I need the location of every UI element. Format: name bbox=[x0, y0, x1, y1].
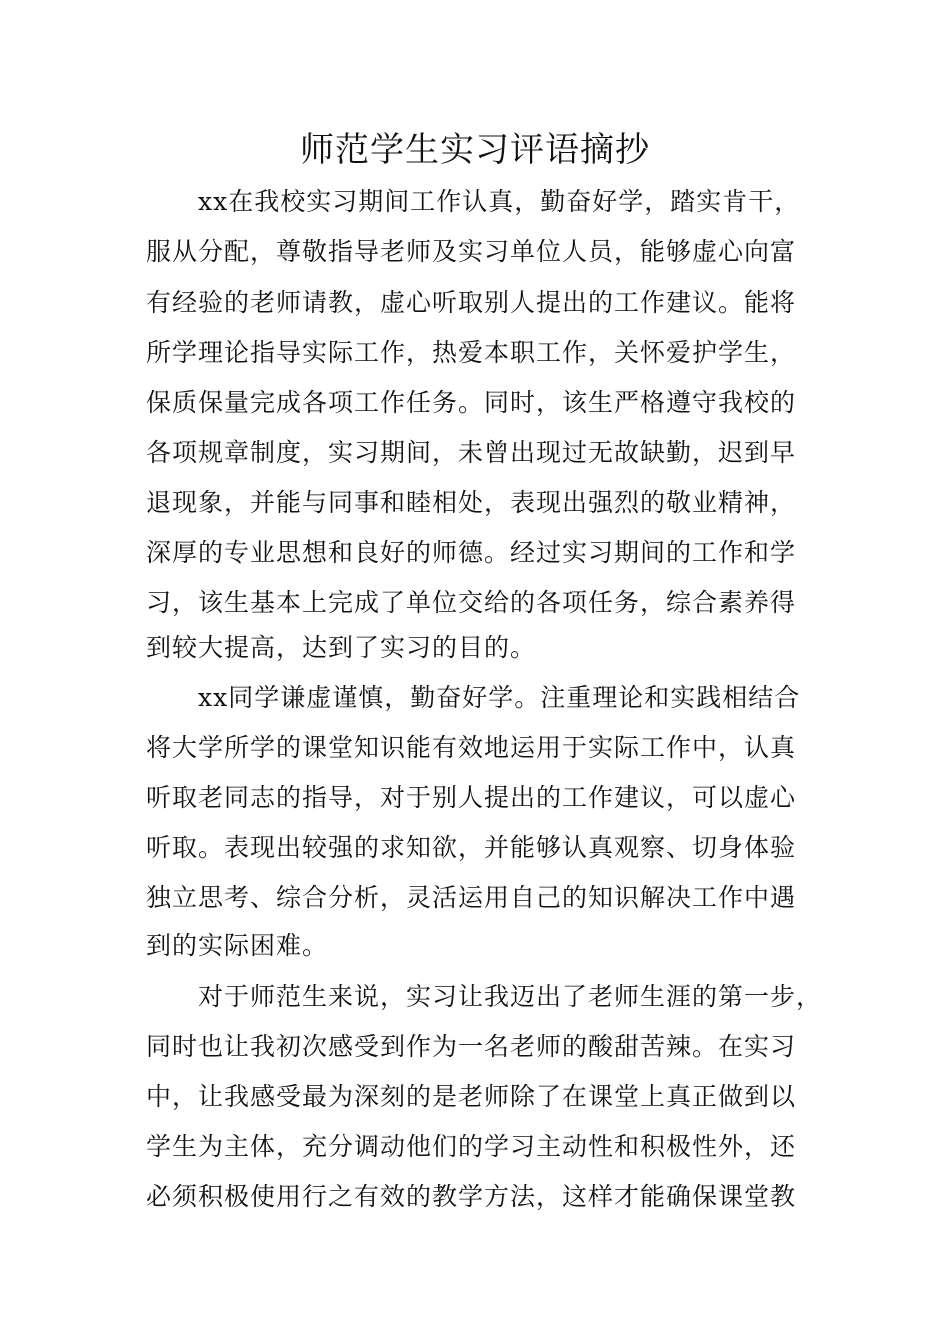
paragraph-1-line-5: 保质保量完成各项工作任务。同时，该生严格遵守我校的 bbox=[146, 388, 797, 417]
paragraph-2-line-1: xx同学谦虚谨慎，勤奋好学。注重理论和实践相结合 bbox=[198, 683, 801, 712]
paragraph-3-line-2: 同时也让我初次感受到作为一名老师的酸甜苦辣。在实习 bbox=[146, 1032, 797, 1061]
paragraph-2-line-2: 将大学所学的课堂知识能有效地运用于实际工作中，认真 bbox=[146, 733, 797, 762]
paragraph-2-line-6: 到的实际困难。 bbox=[146, 931, 329, 960]
paragraph-1-line-2: 服从分配，尊敬指导老师及实习单位人员，能够虚心向富 bbox=[146, 237, 797, 266]
paragraph-1-line-8: 深厚的专业思想和良好的师德。经过实习期间的工作和学 bbox=[146, 538, 797, 567]
paragraph-1-line-1: xx在我校实习期间工作认真，勤奋好学，踏实肯干， bbox=[198, 187, 801, 216]
paragraph-2-line-5: 独立思考、综合分析，灵活运用自己的知识解决工作中遇 bbox=[146, 883, 797, 912]
paragraph-2-line-4: 听取。表现出较强的求知欲，并能够认真观察、切身体验 bbox=[146, 833, 797, 862]
paragraph-2-line-3: 听取老同志的指导，对于别人提出的工作建议，可以虚心 bbox=[146, 783, 797, 812]
paragraph-3-line-5: 必须积极使用行之有效的教学方法，这样才能确保课堂教 bbox=[146, 1182, 797, 1211]
paragraph-3-line-1: 对于师范生来说，实习让我迈出了老师生涯的第一步， bbox=[198, 982, 823, 1011]
paragraph-1-line-6: 各项规章制度，实习期间，未曾出现过无故缺勤，迟到早 bbox=[146, 438, 797, 467]
document-title: 师范学生实习评语摘抄 bbox=[300, 130, 650, 170]
paragraph-1-line-10: 到较大提高，达到了实习的目的。 bbox=[146, 633, 537, 662]
paragraph-1-line-4: 所学理论指导实际工作，热爱本职工作，关怀爱护学生， bbox=[146, 338, 797, 367]
paragraph-1-line-7: 退现象，并能与同事和睦相处，表现出强烈的敬业精神， bbox=[146, 488, 797, 517]
paragraph-1-line-9: 习，该生基本上完成了单位交给的各项任务，综合素养得 bbox=[146, 588, 797, 617]
paragraph-3-line-4: 学生为主体，充分调动他们的学习主动性和积极性外，还 bbox=[146, 1132, 797, 1161]
paragraph-3-line-3: 中，让我感受最为深刻的是老师除了在课堂上真正做到以 bbox=[146, 1082, 797, 1111]
paragraph-1-line-3: 有经验的老师请教，虚心听取别人提出的工作建议。能将 bbox=[146, 288, 797, 317]
